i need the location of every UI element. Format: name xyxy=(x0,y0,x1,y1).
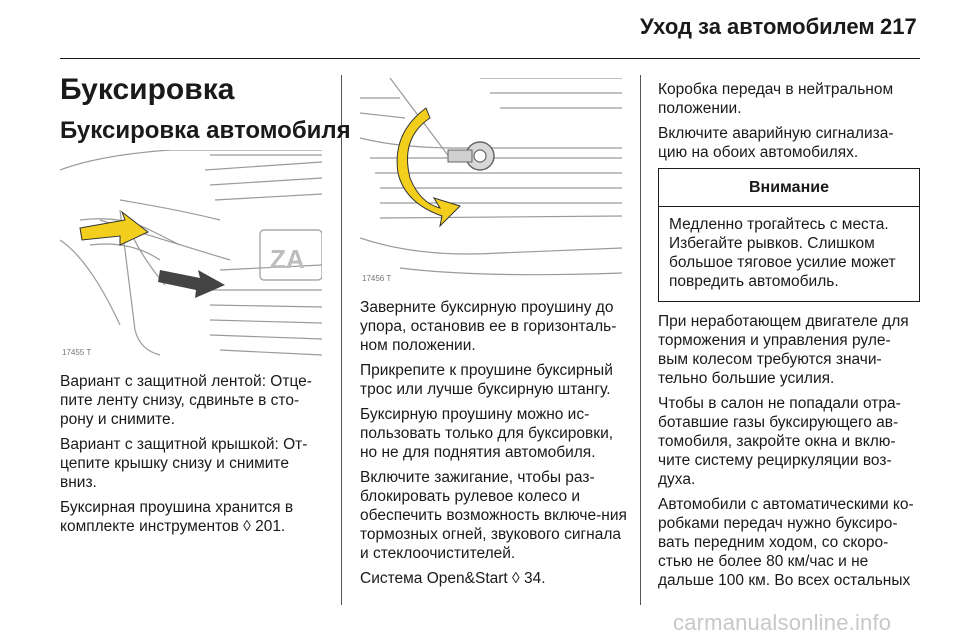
paragraph: Вариант с защитной крышкой: От-цепите крышку снизу и снимите вниз. xyxy=(60,436,308,491)
paragraph: Вариант с защитной лентой: Отце-пите ленту снизу, сдвиньте в сто-рону и снимите. xyxy=(60,373,312,428)
column-divider-1 xyxy=(341,75,342,605)
svg-text:ZA: ZA xyxy=(270,244,305,274)
watermark: carmanualsonline.info xyxy=(673,610,892,635)
paragraph: Система Open&Start ◊ 34. xyxy=(360,570,546,587)
paragraph: Буксирная проушина хранится в комплекте инструментов ◊ 201. xyxy=(60,499,294,535)
warning-text: Медленно трогайтесь с места. Избегайте рывков. Слишком большое тяговое усилие может повредить автомобиль. xyxy=(669,216,896,290)
section-title: Буксировка xyxy=(60,73,235,106)
paragraph: Заверните буксирную проушину до упора, остановив ее в горизонталь-ном положении. xyxy=(360,299,617,354)
figure-code: 17456 T xyxy=(362,274,392,283)
paragraph: Включите аварийную сигнализа-цию на обоих автомобилях. xyxy=(658,125,894,161)
figure-towing-eye xyxy=(360,78,622,286)
column-divider-2 xyxy=(640,75,641,605)
paragraph: Чтобы в салон не попадали отра-ботавшие газы буксирующего ав-томобиля, закройте окна и вклю-чите систему рециркуляции воз-духа. xyxy=(658,395,901,488)
paragraph: Прикрепите к проушине буксирный трос или лучше буксирную штангу. xyxy=(360,362,613,398)
illustration-towing-eye xyxy=(360,78,622,286)
column-3 xyxy=(658,80,920,596)
header-rule xyxy=(60,58,920,59)
paragraph: Коробка передач в нейтральном положении. xyxy=(658,81,894,117)
warning-box xyxy=(658,168,920,302)
rotate-arrow-icon xyxy=(397,108,460,226)
figure-tape-removal xyxy=(60,150,322,360)
paragraph: Буксирную проушину можно ис-пользовать только для буксировки, но не для поднятия автомобиля. xyxy=(360,406,614,461)
illustration-bumper-tape xyxy=(60,150,322,360)
header-title: Уход за автомобилем xyxy=(640,14,875,39)
column-2 xyxy=(360,298,628,594)
paragraph: При неработающем двигателе для торможения и управления руле-вым колесом требуются значи-тельно большие усилия. xyxy=(658,313,909,387)
paragraph: Включите зажигание, чтобы раз-блокировать рулевое колесо и обеспечить возможность включе-ния тормозных огней, звукового сигнала и стеклоочистителей. xyxy=(360,469,627,562)
paragraph: Автомобили с автоматическими ко-робками передач нужно буксиро-вать передним ходом, со скоро-стью не более 80 км/час и не дальше 100 км. Во всех остальных xyxy=(658,496,914,589)
figure-code: 17455 T xyxy=(62,348,92,357)
column-1 xyxy=(60,372,330,542)
subsection-title: Буксировка автомобиля xyxy=(60,117,351,144)
page-number: 217 xyxy=(880,14,917,39)
warning-title: Внимание xyxy=(659,169,919,207)
arrow-yellow-icon xyxy=(80,212,148,245)
